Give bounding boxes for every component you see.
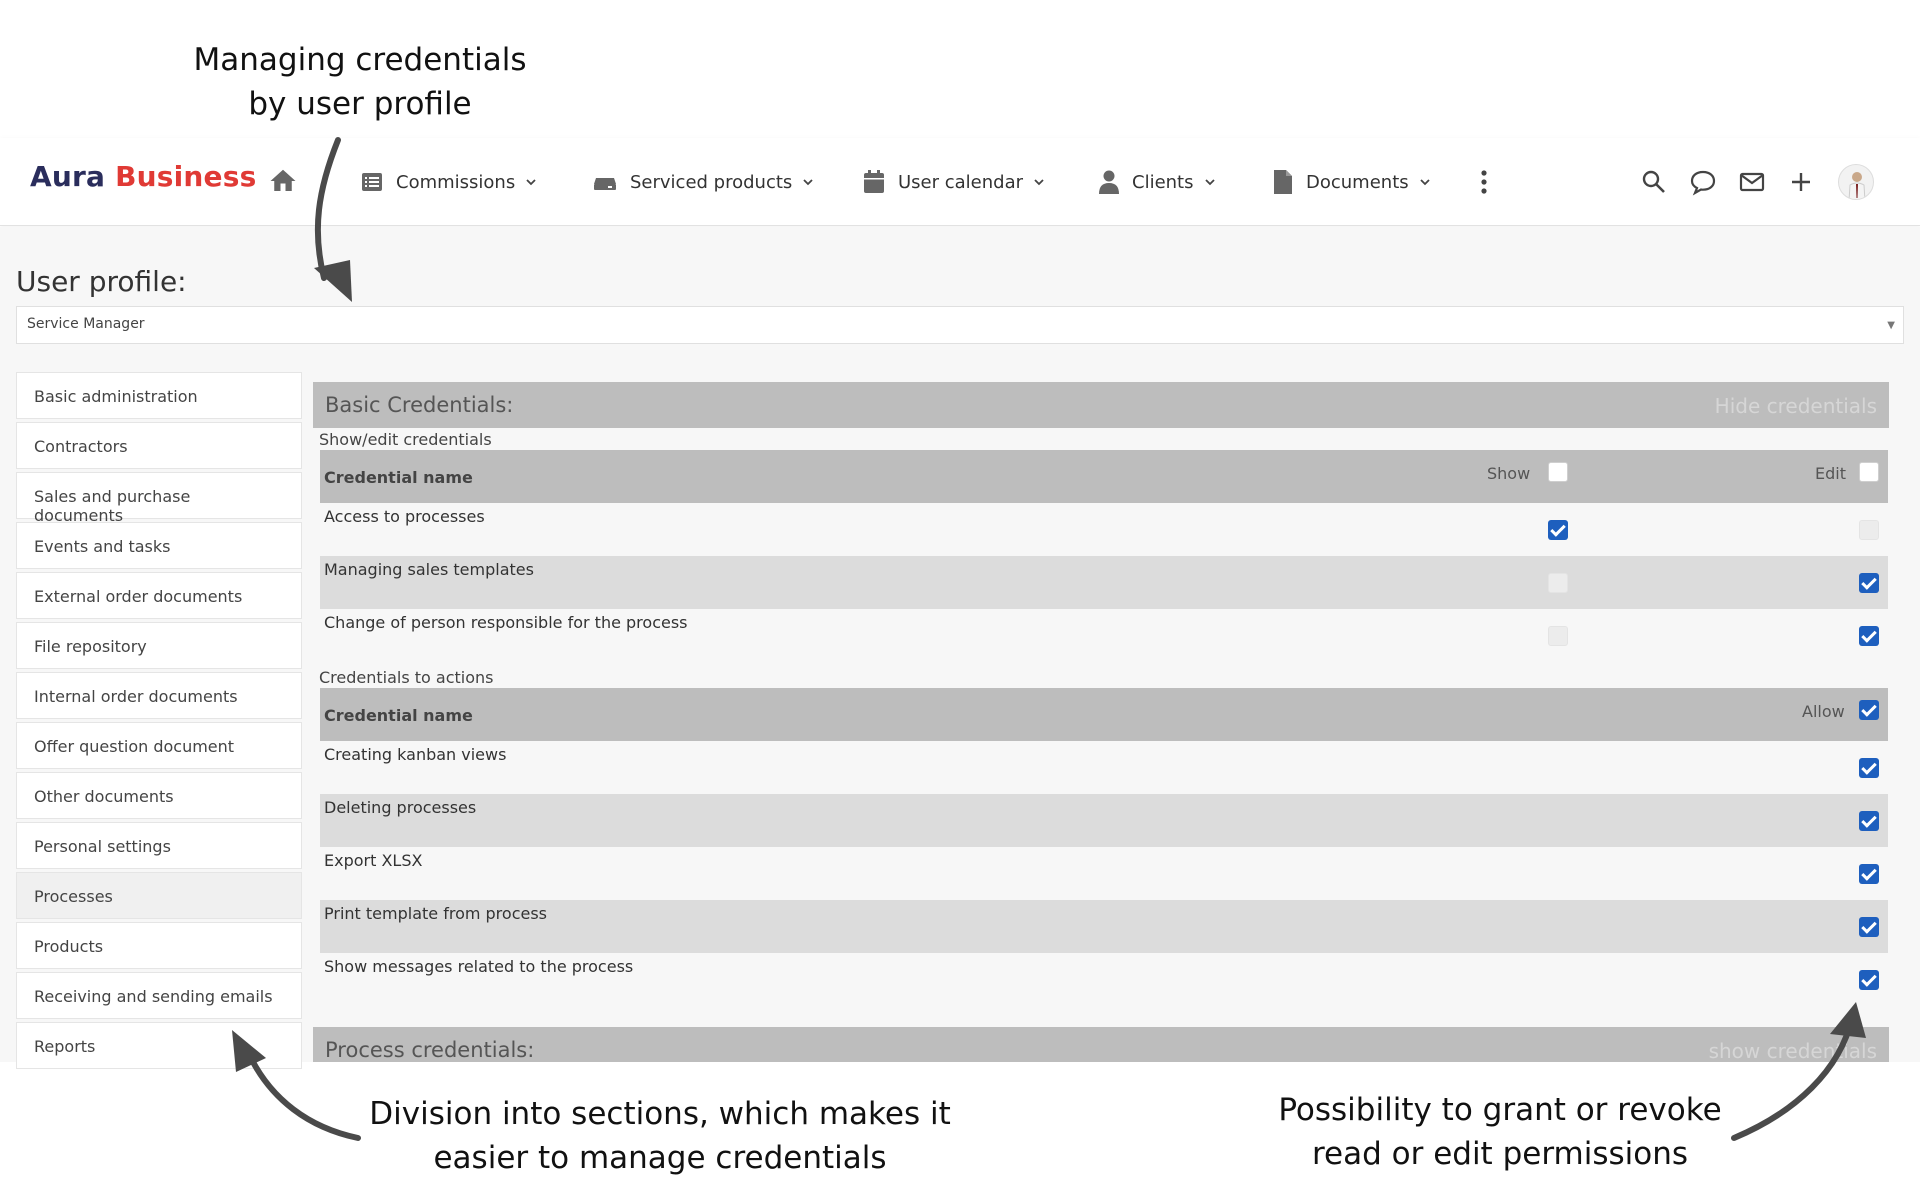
- mail-icon[interactable]: [1738, 168, 1766, 196]
- section-sidebar: [16, 372, 302, 1072]
- sidebar-item-events-and-tasks[interactable]: Events and tasks: [16, 522, 302, 569]
- annotation-permissions: [1260, 1088, 1740, 1176]
- main-content: [0, 227, 1920, 1062]
- sidebar-item-sales-and-purchase-documents[interactable]: Sales and purchase documents: [16, 472, 302, 519]
- allow-checkbox[interactable]: [1859, 811, 1879, 831]
- basic-credentials-panel: [313, 382, 1889, 1006]
- document-icon: [1272, 169, 1294, 195]
- nav-clients[interactable]: [1098, 166, 1228, 198]
- column-allow: Allow: [1802, 702, 1845, 721]
- show-checkbox: [1548, 626, 1568, 646]
- credential-name: Change of person responsible for the process: [324, 613, 688, 632]
- logo-part-aura: Aura: [30, 160, 106, 193]
- sidebar-item-other-documents[interactable]: Other documents: [16, 772, 302, 819]
- chevron-down-icon: [1419, 176, 1431, 188]
- app-logo[interactable]: [30, 160, 256, 193]
- credential-name: Export XLSX: [324, 851, 423, 870]
- nav-clients-label: Clients: [1132, 171, 1194, 193]
- table-row: [320, 900, 1888, 953]
- show-edit-subheader: Show/edit credentials: [319, 430, 492, 449]
- annotation-sections: [345, 1092, 975, 1180]
- annotation-profile-line2: by user profile: [248, 86, 472, 122]
- chevron-down-icon: [1033, 176, 1045, 188]
- logo-part-business: Business: [115, 160, 257, 193]
- show-credentials-link[interactable]: show credentials: [1708, 1039, 1877, 1062]
- chevron-down-icon: [1204, 176, 1216, 188]
- annotation-permissions-line2: read or edit permissions: [1311, 1136, 1689, 1172]
- sidebar-item-file-repository[interactable]: File repository: [16, 622, 302, 669]
- column-credential-name: Credential name: [324, 706, 473, 725]
- process-credentials-panel: [313, 1027, 1889, 1062]
- nav-user-calendar-label: User calendar: [898, 171, 1024, 193]
- actions-rows: [320, 741, 1888, 1006]
- dropdown-caret-icon: ▼: [1887, 320, 1895, 331]
- credential-name: Deleting processes: [324, 798, 477, 817]
- show-checkbox: [1548, 573, 1568, 593]
- chevron-down-icon: [525, 176, 537, 188]
- sidebar-item-processes[interactable]: Processes: [16, 872, 302, 919]
- sidebar-item-personal-settings[interactable]: Personal settings: [16, 822, 302, 869]
- show-all-checkbox[interactable]: [1548, 462, 1568, 482]
- basic-credentials-header: [313, 382, 1889, 428]
- nav-serviced-products-label: Serviced products: [630, 171, 793, 193]
- sidebar-item-basic-administration[interactable]: Basic administration: [16, 372, 302, 419]
- annotation-sections-line1: Division into sections, which makes it: [369, 1096, 951, 1132]
- top-navbar: [0, 138, 1920, 226]
- table-row: [320, 556, 1888, 609]
- nav-serviced-products[interactable]: [592, 166, 826, 198]
- chevron-down-icon: [802, 176, 814, 188]
- annotation-sections-line2: easier to manage credentials: [433, 1140, 887, 1176]
- credential-name: Creating kanban views: [324, 745, 507, 764]
- annotation-profile-line1: Managing credentials: [193, 42, 527, 78]
- edit-all-checkbox[interactable]: [1859, 462, 1879, 482]
- table-row: [320, 503, 1888, 556]
- actions-table-header: [320, 688, 1888, 741]
- plus-icon[interactable]: [1787, 168, 1815, 196]
- nav-documents-label: Documents: [1306, 171, 1409, 193]
- avatar-image: [1839, 165, 1874, 200]
- calendar-icon: [862, 169, 886, 195]
- sidebar-item-reports[interactable]: Reports: [16, 1022, 302, 1069]
- nav-documents[interactable]: [1272, 166, 1443, 198]
- show-edit-table: [320, 450, 1888, 662]
- show-checkbox[interactable]: [1548, 520, 1568, 540]
- list-icon: [360, 170, 384, 194]
- hide-credentials-link[interactable]: Hide credentials: [1714, 394, 1877, 418]
- nav-commissions-label: Commissions: [396, 171, 516, 193]
- sidebar-item-contractors[interactable]: Contractors: [16, 422, 302, 469]
- show-edit-rows: [320, 503, 1888, 662]
- edit-checkbox: [1859, 520, 1879, 540]
- table-row: [320, 847, 1888, 900]
- sidebar-item-receiving-and-sending-emails[interactable]: Receiving and sending emails: [16, 972, 302, 1019]
- table-row: [320, 953, 1888, 1006]
- user-profile-selected-value: Service Manager: [27, 316, 145, 332]
- user-profile-select[interactable]: [16, 306, 1904, 344]
- table-row: [320, 609, 1888, 662]
- nav-commissions[interactable]: [360, 166, 549, 198]
- credential-name: Managing sales templates: [324, 560, 534, 579]
- annotation-profile: [150, 38, 570, 126]
- more-vertical-icon[interactable]: [1472, 166, 1496, 198]
- stack-icon: [592, 170, 618, 194]
- sidebar-item-products[interactable]: Products: [16, 922, 302, 969]
- allow-all-checkbox[interactable]: [1859, 700, 1879, 720]
- table-row: [320, 741, 1888, 794]
- allow-checkbox[interactable]: [1859, 864, 1879, 884]
- search-icon[interactable]: [1640, 168, 1668, 196]
- show-edit-table-header: [320, 450, 1888, 503]
- table-row: [320, 794, 1888, 847]
- annotation-permissions-line1: Possibility to grant or revoke: [1278, 1092, 1722, 1128]
- edit-checkbox[interactable]: [1859, 573, 1879, 593]
- nav-user-calendar[interactable]: [862, 166, 1057, 198]
- process-credentials-title: Process credentials:: [325, 1038, 535, 1062]
- sidebar-item-internal-order-documents[interactable]: Internal order documents: [16, 672, 302, 719]
- basic-credentials-title: Basic Credentials:: [325, 393, 514, 417]
- credential-name: Show messages related to the process: [324, 957, 634, 976]
- sidebar-item-external-order-documents[interactable]: External order documents: [16, 572, 302, 619]
- actions-table: [320, 688, 1888, 1006]
- edit-checkbox[interactable]: [1859, 626, 1879, 646]
- credential-name: Access to processes: [324, 507, 485, 526]
- column-show: Show: [1487, 464, 1531, 483]
- sidebar-item-offer-question-document[interactable]: Offer question document: [16, 722, 302, 769]
- home-icon[interactable]: [268, 166, 298, 196]
- column-credential-name: Credential name: [324, 468, 473, 487]
- user-icon: [1098, 169, 1120, 195]
- column-edit: Edit: [1815, 464, 1846, 483]
- avatar[interactable]: [1838, 164, 1874, 200]
- allow-checkbox[interactable]: [1859, 758, 1879, 778]
- credential-name: Print template from process: [324, 904, 548, 923]
- chat-icon[interactable]: [1689, 168, 1717, 196]
- allow-checkbox[interactable]: [1859, 970, 1879, 990]
- allow-checkbox[interactable]: [1859, 917, 1879, 937]
- user-profile-label: User profile:: [16, 265, 187, 298]
- actions-subheader: Credentials to actions: [319, 668, 494, 687]
